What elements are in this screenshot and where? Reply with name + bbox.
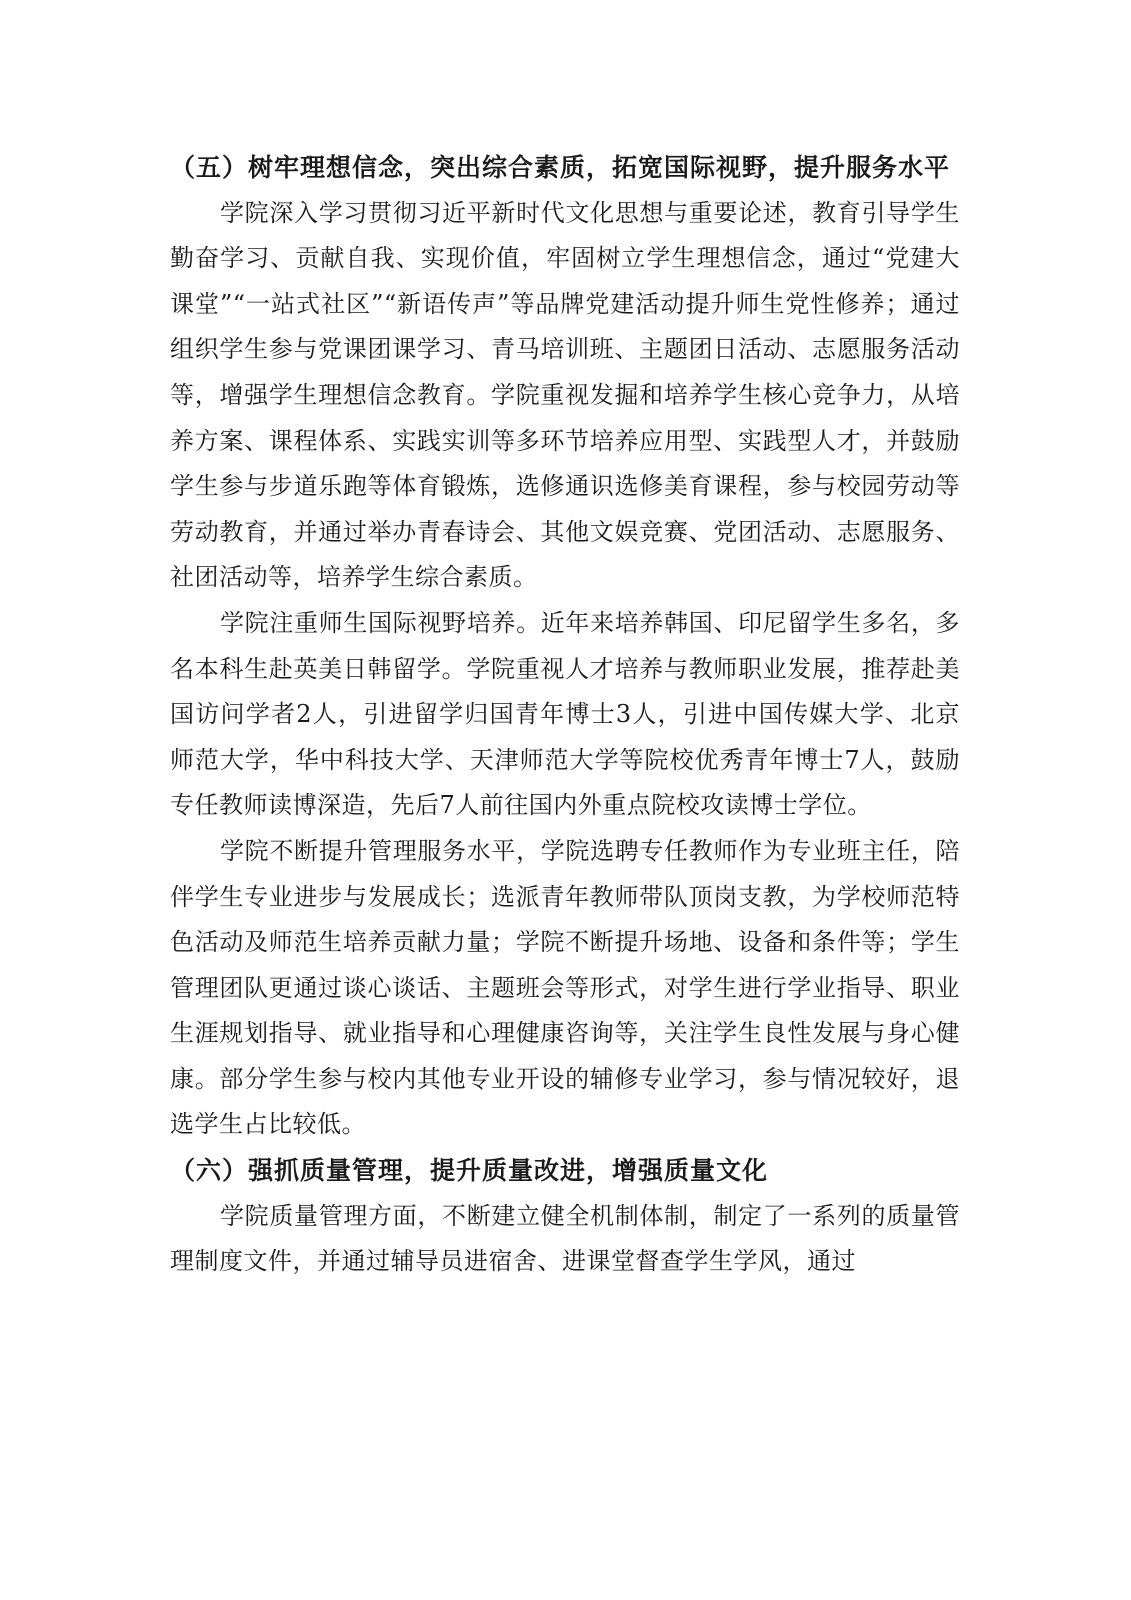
paragraph-quality-management: 学院质量管理方面，不断建立健全机制体制，制定了一系列的质量管理制度文件，并通过辅导员进宿舍、进课堂督查学生学风，通过 (170, 1201, 960, 1276)
section-heading-5: （五）树牢理想信念，突出综合素质，拓宽国际视野，提升服务水平 (170, 153, 951, 182)
paragraph-international-vision: 学院注重师生国际视野培养。近年来培养韩国、印尼留学生多名，多名本科生赴英美日韩留学。学院重视人才培养与教师职业发展，推荐赴美国访问学者2人，引进留学归国青年博士3人，引进中国传媒大学、北京师范大学，华中科技大学、天津师范大学等院校优秀青年博士7人，鼓励专任教师读博深造，先后7人前往国内外重点院校攻读博士学位。 (170, 608, 960, 820)
section-heading-6: （六）强抓质量管理，提升质量改进，增强质量文化 (170, 1156, 769, 1186)
document-page (170, 145, 960, 1285)
paragraph-ideals-and-quality: 学院深入学习贯彻习近平新时代文化思想与重要论述，教育引导学生勤奋学习、贡献自我、实现价值，牢固树立学生理想信念，通过“党建大课堂”“一站式社区”“新语传声”等品牌党建活动提升师生党性修养；通过组织学生参与党课团课学习、青马培训班、主题团日活动、志愿服务活动等，增强学生理想信念教育。学院重视发掘和培养学生核心竞争力，从培养方案、课程体系、实践实训等多环节培养应用型、实践型人才，并鼓励学生参与步道乐跑等体育锻炼，选修通识选修美育课程，参与校园劳动等劳动教育，并通过举办青春诗会、其他文娱竞赛、党团活动、志愿服务、社团活动等，培养学生综合素质。 (170, 198, 960, 592)
paragraph-management-service: 学院不断提升管理服务水平，学院选聘专任教师作为专业班主任，陪伴学生专业进步与发展成长；选派青年教师带队顶岗支教，为学校师范特色活动及师范生培养贡献力量；学院不断提升场地、设备和条件等；学生管理团队更通过谈心谈话、主题班会等形式，对学生进行学业指导、职业生涯规划指导、就业指导和心理健康咨询等，关注学生良性发展与身心健康。部分学生参与校内其他专业开设的辅修专业学习，参与情况较好，退选学生占比较低。 (170, 836, 960, 1139)
